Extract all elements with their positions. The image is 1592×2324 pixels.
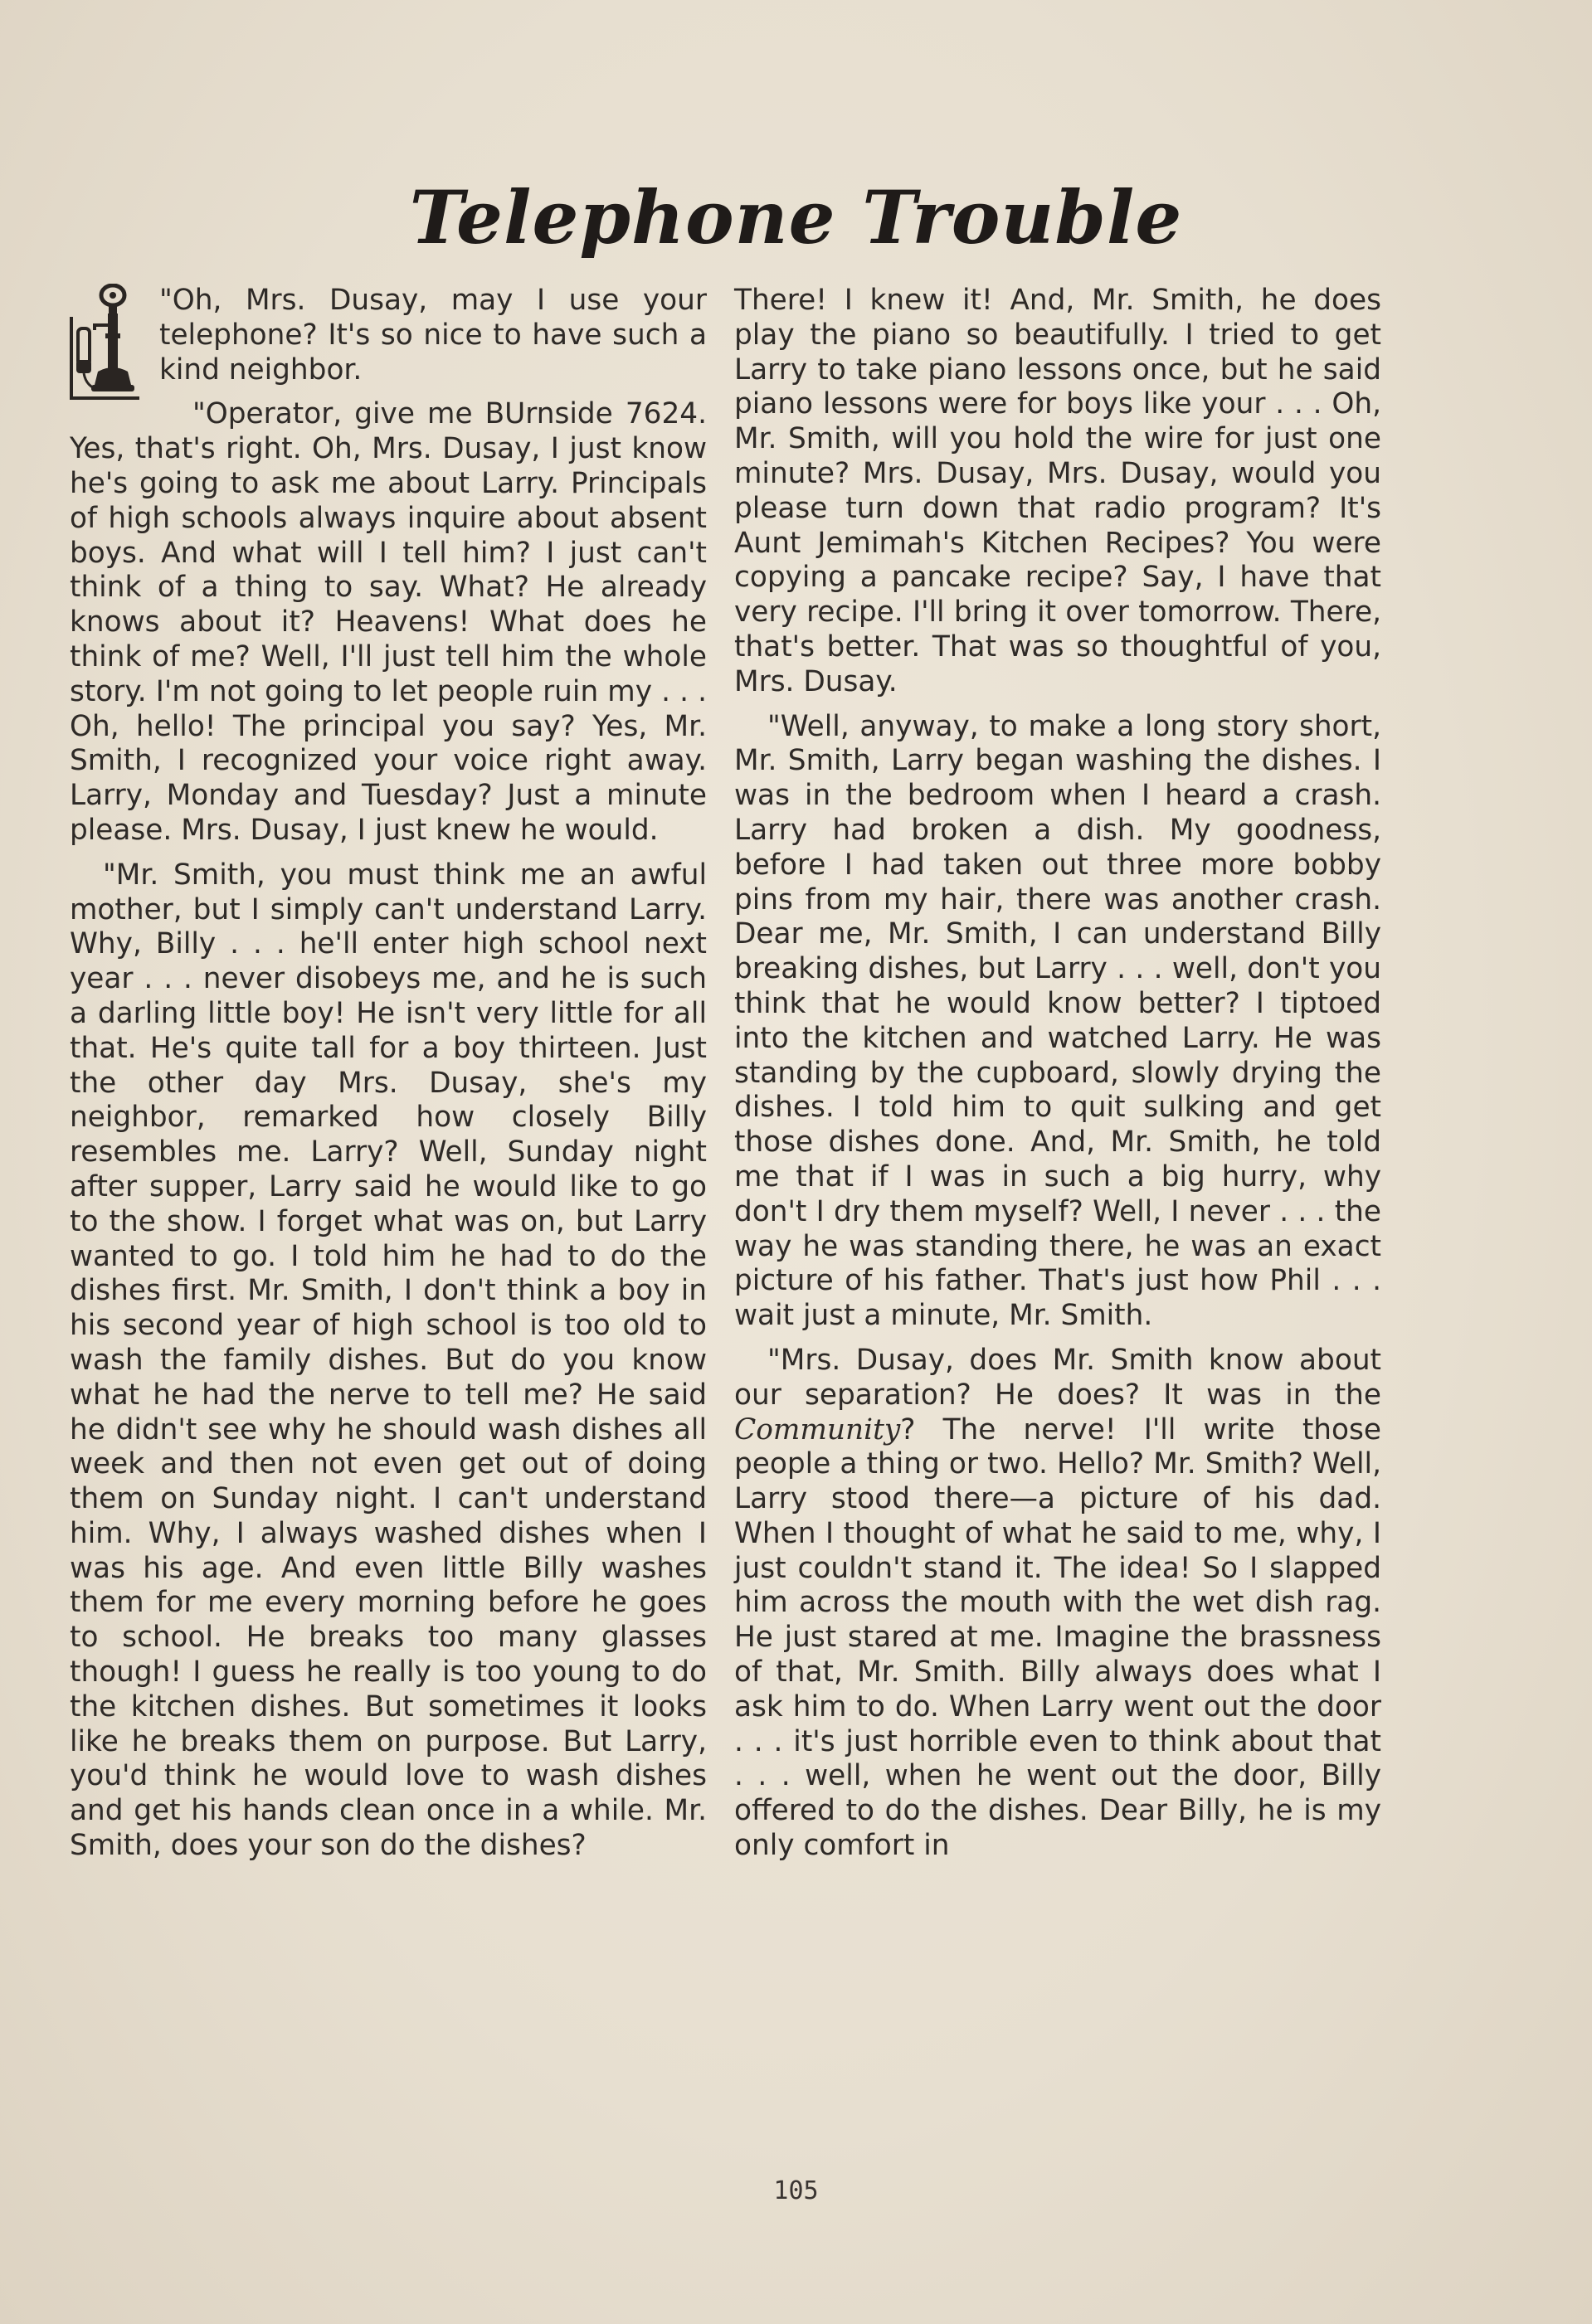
text-run: ? The nerve! I'll write those people a thing or two. Hello? Mr. Smith? Well, Larry stood there—a picture of his dad. When I thought of what he said to me, why, I just couldn't stand it. The idea! So I slapped him across the mouth with the wet dish rag. He just stared at me. Imagine the brassness of that, Mr. Smith. Billy always does what I ask him to do. When Larry went out the door . . . it's just horrible even to think about that . . . well, when he went out the door, Billy offered to do the dishes. Dear Billy, he is my only comfort in: [734, 1412, 1381, 1863]
text-run: "Mrs. Dusay, does Mr. Smith know about our separation? He does? It was in the: [734, 1343, 1381, 1412]
right-column: [734, 284, 1381, 1874]
paragraph: "Well, anyway, to make a long story short, Mr. Smith, Larry began washing the dishes. I was in the bedroom when I heard a crash. Larry had broken a dish. My goodness, before I had taken out three more bobby pins from my hair, there was another crash. Dear me, Mr. Smith, I can understand Billy breaking dishes, but Larry . . . well, don't you think that he would know better? I tiptoed into the kitchen and watched Larry. He was standing by the cupboard, slowly drying the dishes. I told him to quit sulking and get those dishes done. And, Mr. Smith, he told me that if I was in such a big hurry, why don't I dry them myself? Well, I never . . . the way he was standing there, he was an exact picture of his father. That's just how Phil . . . wait just a minute, Mr. Smith.: [734, 709, 1381, 1333]
left-column: [70, 284, 707, 1874]
paragraph: There! I knew it! And, Mr. Smith, he does play the piano so beautifully. I tried to get Larry to take piano lessons once, but he said piano lessons were for boys like your . . . Oh, Mr. Smith, will you hold the wire for just one minute? Mrs. Dusay, Mrs. Dusay, would you please turn down that radio program? It's Aunt Jemimah's Kitchen Recipes? You were copying a pancake recipe? Say, I have that very recipe. I'll bring it over tomorrow. There, that's better. That was so thoughtful of you, Mrs. Dusay.: [734, 284, 1381, 698]
publication-name: Community: [734, 1412, 901, 1446]
page-number: 105: [773, 2176, 819, 2205]
paragraph: [734, 1344, 1381, 1864]
paragraph: "Mr. Smith, you must think me an awful mother, but I simply can't understand Larry. Why, Billy . . . he'll enter high school next year . . . never disobeys me, and he is such a darling little boy! He isn't very little for all that. He's quite tall for a boy thirteen. Just the other day Mrs. Dusay, she's my neighbor, remarked how closely Billy resembles me. Larry? Well, Sunday night after supper, Larry said he would like to go to the show. I forget what was on, but Larry wanted to go. I told him he had to do the dishes first. Mr. Smith, I don't think a boy in his second year of high school is too old to wash the family dishes. But do you know what he had the nerve to tell me? He said he didn't see why he should wash dishes all week and then not even get out of doing them on Sunday night. I can't understand him. Why, I always washed dishes when I was his age. And even little Billy washes them for me every morning before he goes to school. He breaks too many glasses though! I guess he really is too young to do the kitchen dishes. But sometimes it looks like he breaks them on purpose. But Larry, you'd think he would love to wash dishes and get his hands clean once in a while. Mr. Smith, does your son do the dishes?: [70, 858, 707, 1863]
paragraph: "Operator, give me BUrnside 7624. Yes, that's right. Oh, Mrs. Dusay, I just know he's going to ask me about Larry. Principals of high schools always inquire about absent boys. And what will I tell him? I just can't think of a thing to say. What? He already knows about it? Heavens! What does he think of me? Well, I'll just tell him the whole story. I'm not going to let people ruin my . . . Oh, hello! The principal you say? Yes, Mr. Smith, I recognized your voice right away. Larry, Monday and Tuesday? Just a minute please. Mrs. Dusay, I just knew he would.: [70, 397, 707, 847]
paragraph: "Oh, Mrs. Dusay, may I use your telephone? It's so nice to have such a kind neighbor.: [159, 284, 707, 387]
article-title: Telephone Trouble: [409, 174, 1183, 260]
candlestick-telephone-icon: [70, 284, 141, 400]
